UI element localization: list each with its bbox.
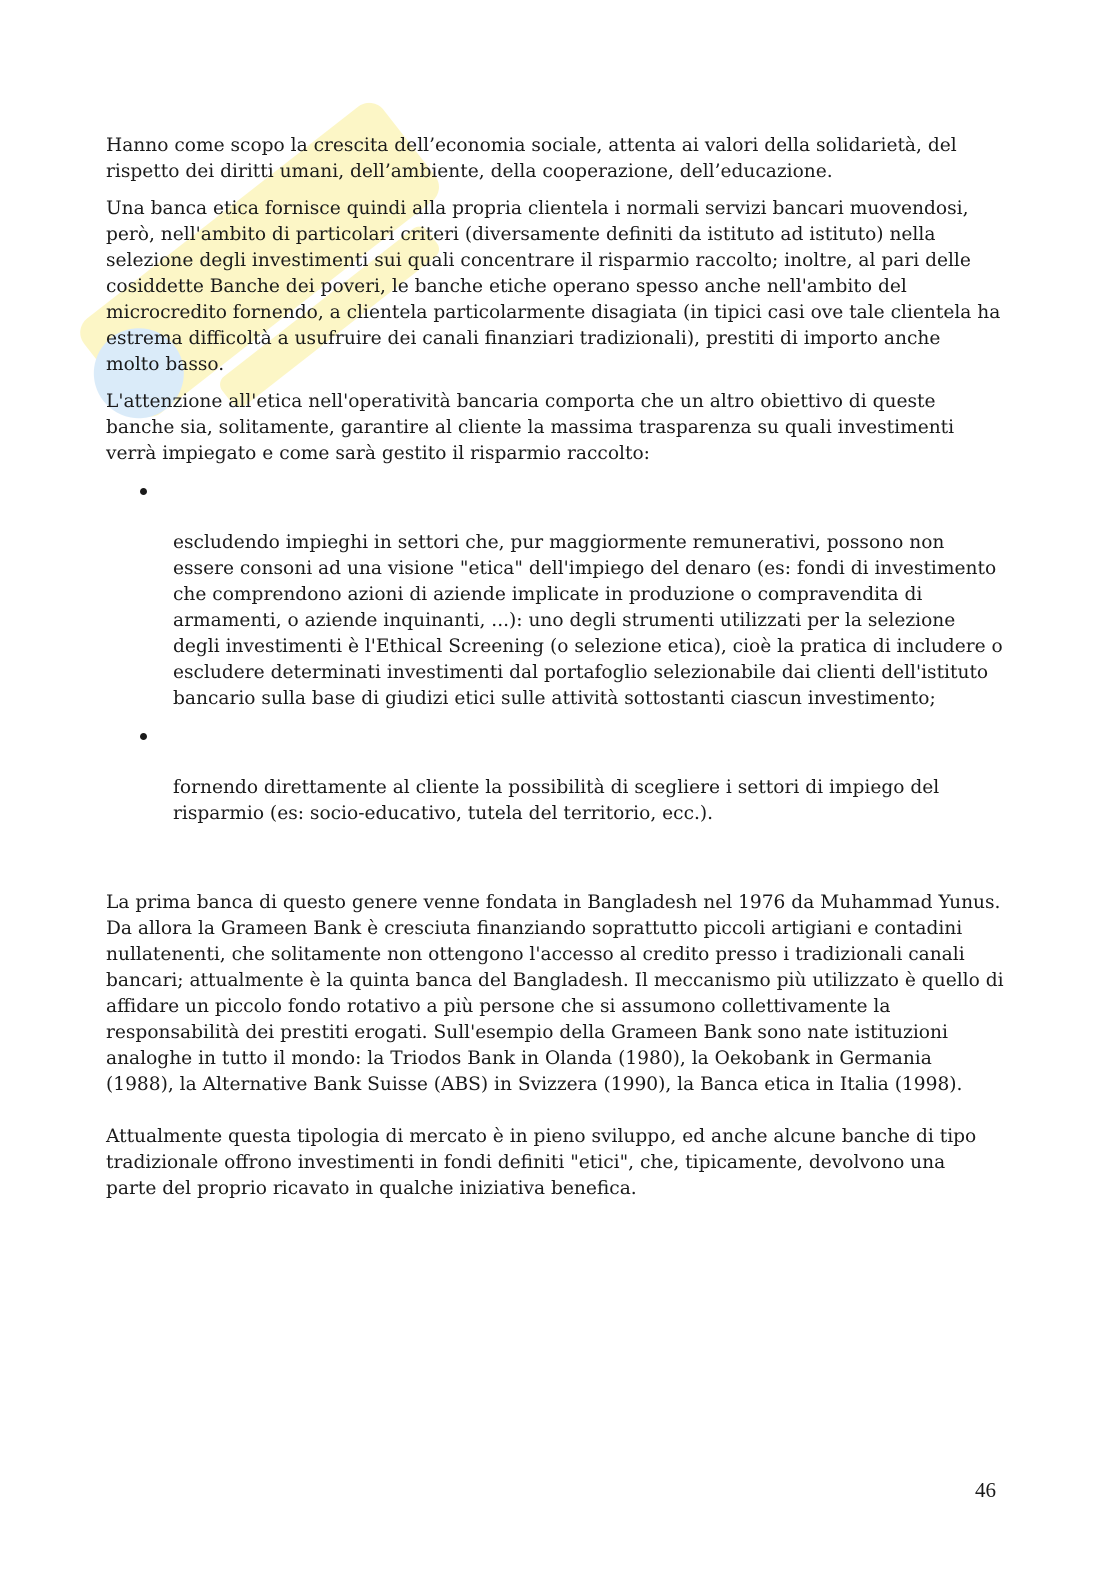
list-item-text: fornendo direttamente al cliente la possibilità di scegliere i settori di impiego del risparmio (es: socio-educativo, tutela del territorio, ecc.). <box>173 777 940 824</box>
paragraph-grameen-bank: La prima banca di questo genere venne fondata in Bangladesh nel 1976 da Muhammad Yunus. Da allora la Grameen Bank è cresciuta finanziando soprattutto piccoli artigiani e contadini nullatenenti, che solitamente non ottengono l'accesso al credito presso i tradizionali canali bancari; attualmente è la quinta banca del Bangladesh. Il meccanismo più utilizzato è quello di affidare un piccolo fondo rotativo a più persone che si assumono collettivamente la responsabilità dei prestiti erogati. Sull'esempio della Grameen Bank sono nate istituzioni analoghe in tutto il mondo: la Triodos Bank in Olanda (1980), la Oekobank in Germania (1988), la Alternative Bank Suisse (ABS) in Svizzera (1990), la Banca etica in Italia (1998). <box>106 892 1004 1095</box>
list-item-text: escludendo impieghi in settori che, pur maggiormente remunerativi, possono non essere consoni ad una visione "etica" dell'impiego del denaro (es: fondi di investimento che comprendono azioni di aziende implicate in produzione o compravendita di armamenti, o aziende inquinanti, ...): uno degli strumenti utilizzati per la selezione degli investimenti è l'Ethical Screening (o selezione etica), cioè la pratica di includere o escludere determinati investimenti dal portafoglio selezionabile dai clienti dell'istituto bancario sulla base di giudizi etici sulle attività sottostanti ciascun investimento; <box>173 532 1003 709</box>
paragraph-sviluppo-mercato: Attualmente questa tipologia di mercato è in pieno sviluppo, ed anche alcune banche di tipo tradizionale offrono investimenti in fondi definiti "etici", che, tipicamente, devolvono una parte del proprio ricavato in qualche iniziativa benefica. <box>106 1126 977 1199</box>
paragraph-attenzione-etica: L'attenzione all'etica nell'operatività bancaria comporta che un altro obiettivo di queste banche sia, solitamente, garantire al cliente la massima trasparenza su quali investimenti verrà impiegato e come sarà gestito il risparmio raccolto: <box>106 391 955 464</box>
document-body <box>106 133 1006 1213</box>
bullet-icon <box>140 488 147 495</box>
paragraph-intro: Hanno come scopo la crescita dell’economia sociale, attenta ai valori della solidarietà, del rispetto dei diritti umani, dell’ambiente, della cooperazione, dell’educazione. <box>106 135 957 182</box>
bullet-list <box>106 478 1006 827</box>
page-number: 46 <box>975 1478 996 1502</box>
paragraph-banca-etica: Una banca etica fornisce quindi alla propria clientela i normali servizi bancari muovendosi, però, nell'ambito di particolari criteri (diversamente definiti da istituto ad istituto) nella selezione degli investimenti sui quali concentrare il risparmio raccolto; inoltre, al pari delle cosiddette Banche dei poveri, le banche etiche operano spesso anche nell'ambito del microcredito fornendo, a clientela particolarmente disagiata (in tipici casi ove tale clientela ha estrema difficoltà a usufruire dei canali finanziari tradizionali), prestiti di importo anche molto basso. <box>106 198 1001 375</box>
bullet-icon <box>140 733 147 740</box>
list-item <box>106 478 1006 712</box>
list-item <box>106 723 1006 827</box>
